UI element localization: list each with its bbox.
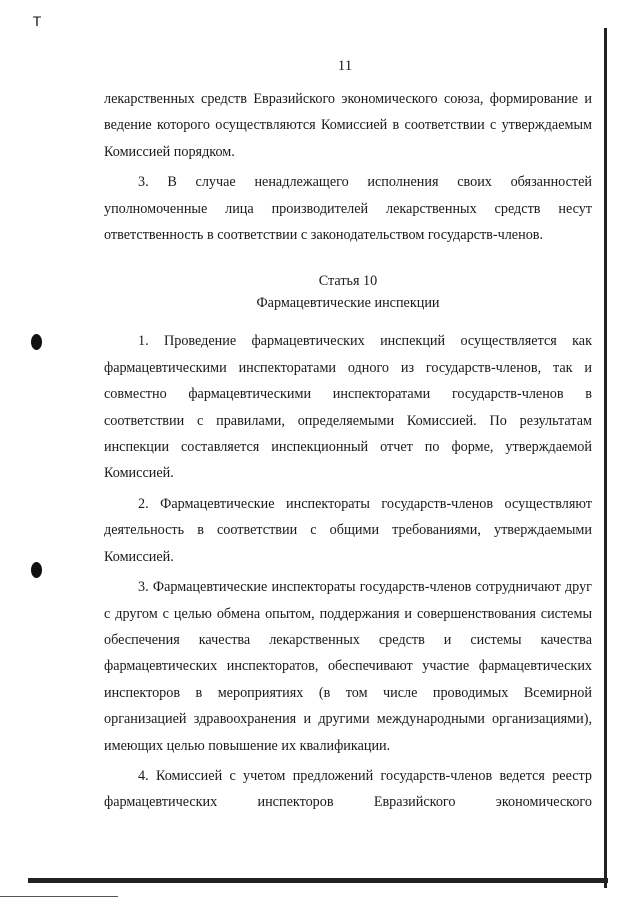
corner-scan-mark: ꓔ: [33, 14, 41, 29]
scan-border-bottom-thin: [0, 896, 118, 897]
paragraph: 1. Проведение фармацевтических инспекций осуществляется как фармацевтическими инспекторатами одного из государств-членов, так и совместно фармацевтическими инспекторатами государств-членов в соответствии с правилами, определяемыми Комиссией. По результатам инспекции составляется инспекционный отчет по форме, утверждаемой Комиссией.: [104, 333, 592, 482]
page-number: 11: [337, 58, 353, 74]
paragraph: 2. Фармацевтические инспектораты государств-членов осуществляют деятельность в соответствии с общими требованиями, утверждаемыми Комиссией.: [104, 495, 592, 565]
article-number: Статья 10: [318, 273, 378, 290]
punch-hole-mark: [31, 562, 42, 578]
paragraph: 3. Фармацевтические инспектораты государств-членов сотрудничают друг с другом с целью обмена опытом, поддержания и совершенствования системы обеспечения качества лекарственных средств и системы качества фармацевтических инспекторатов, обеспечивают участие фармацевтических инспекторов в мероприятиях (в том числе проводимых Всемирной организацией здравоохранения и другими международными организациями), имеющих целью повышение их квалификации.: [104, 579, 592, 754]
paragraph: 4. Комиссией с учетом предложений государств-членов ведется реестр фармацевтических инспекторов Евразийского экономического: [104, 767, 592, 811]
article-title: Фармацевтические инспекции: [256, 295, 440, 312]
document-body: [104, 86, 592, 816]
paragraph: лекарственных средств Евразийского экономического союза, формирование и ведение которого осуществляются Комиссией в соответствии с утверждаемым Комиссией порядком.: [104, 91, 592, 160]
punch-hole-mark: [31, 334, 42, 350]
paragraph: 3. В случае ненадлежащего исполнения своих обязанностей уполномоченные лица производителей лекарственных средств несут ответственность в соответствии с законодательством государств-членов.: [104, 174, 592, 244]
scan-border-right: [604, 28, 607, 888]
scan-border-bottom: [28, 878, 608, 883]
